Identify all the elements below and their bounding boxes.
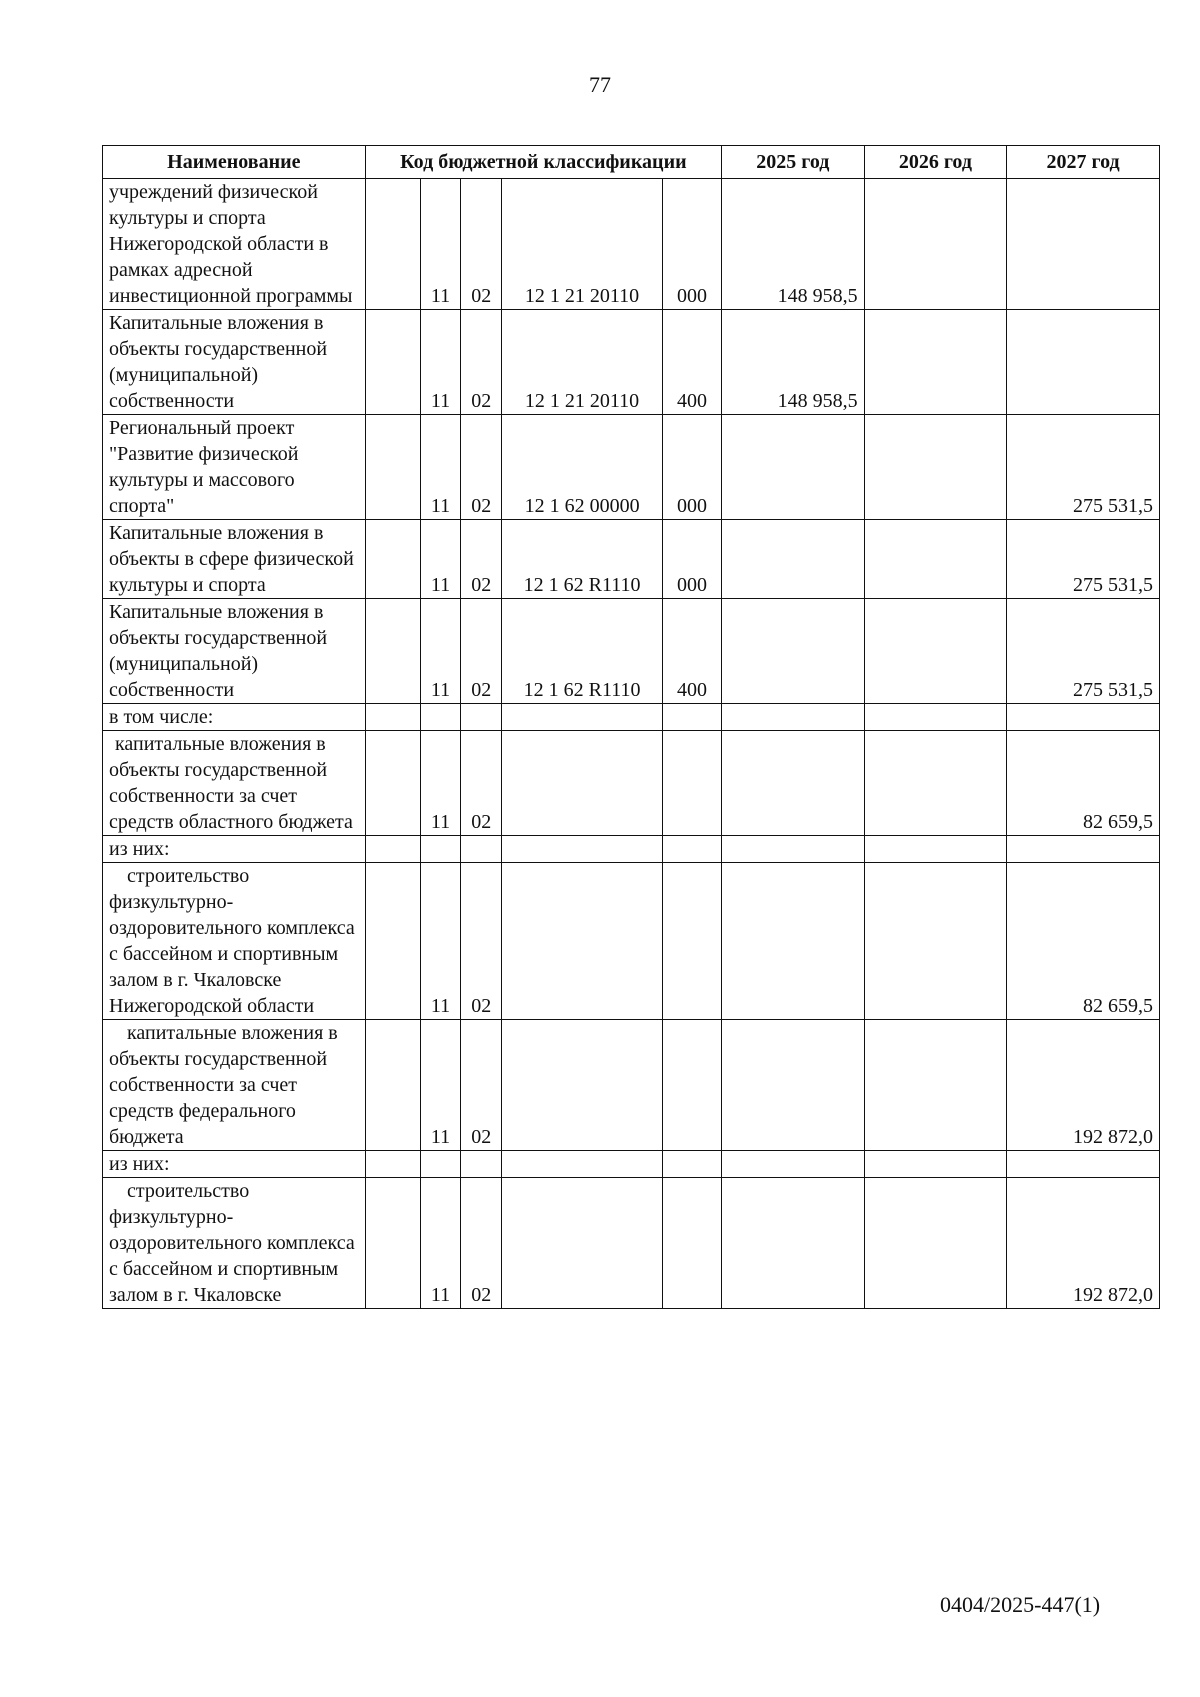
code-col-2: 11 [420, 599, 461, 704]
document-code: 0404/2025-447(1) [940, 1592, 1101, 1617]
amount-2026 [864, 599, 1007, 704]
code-col-5 [663, 1151, 722, 1178]
code-col-3: 02 [461, 179, 502, 310]
row-name: из них: [103, 836, 366, 863]
row-name: из них: [103, 1151, 366, 1178]
code-col-5: 400 [663, 310, 722, 415]
row-name: Капитальные вложения в объекты государственной (муниципальной) собственности [103, 599, 366, 704]
code-col-3: 02 [461, 310, 502, 415]
code-col-4 [502, 836, 663, 863]
header-2026: 2026 год [864, 146, 1007, 179]
row-name: в том числе: [103, 704, 366, 731]
code-col-2: 11 [420, 179, 461, 310]
code-col-1 [365, 415, 420, 520]
code-col-1 [365, 863, 420, 1020]
code-col-4: 12 1 62 00000 [502, 415, 663, 520]
code-col-4: 12 1 62 R1110 [502, 599, 663, 704]
table-row [103, 731, 1160, 836]
header-2025: 2025 год [722, 146, 865, 179]
amount-2025 [722, 520, 865, 599]
amount-2026 [864, 179, 1007, 310]
row-name: строительство физкультурно-оздоровительного комплекса с бассейном и спортивным залом в г. Чкаловске [103, 1178, 366, 1309]
code-col-1 [365, 599, 420, 704]
amount-2025 [722, 599, 865, 704]
code-col-5 [663, 863, 722, 1020]
table-row [103, 836, 1160, 863]
table-row [103, 1151, 1160, 1178]
table-row [103, 179, 1160, 310]
amount-2027 [1007, 836, 1160, 863]
code-col-4: 12 1 21 20110 [502, 179, 663, 310]
code-col-5 [663, 731, 722, 836]
amount-2026 [864, 1151, 1007, 1178]
code-col-1 [365, 704, 420, 731]
code-col-5 [663, 1020, 722, 1151]
code-col-2 [420, 704, 461, 731]
amount-2026 [864, 1178, 1007, 1309]
table-row [103, 415, 1160, 520]
header-2027: 2027 год [1007, 146, 1160, 179]
amount-2026 [864, 836, 1007, 863]
code-col-4 [502, 1151, 663, 1178]
amount-2027: 82 659,5 [1007, 863, 1160, 1020]
amount-2025: 148 958,5 [722, 179, 865, 310]
code-col-3: 02 [461, 1178, 502, 1309]
amount-2026 [864, 415, 1007, 520]
code-col-2: 11 [420, 520, 461, 599]
code-col-4 [502, 731, 663, 836]
code-col-4 [502, 863, 663, 1020]
table-row [103, 599, 1160, 704]
table-row [103, 1020, 1160, 1151]
row-name: Капитальные вложения в объекты государственной (муниципальной) собственности [103, 310, 366, 415]
amount-2027 [1007, 1151, 1160, 1178]
header-name: Наименование [103, 146, 366, 179]
code-col-2 [420, 1151, 461, 1178]
code-col-3: 02 [461, 415, 502, 520]
amount-2025 [722, 1178, 865, 1309]
amount-2025 [722, 863, 865, 1020]
code-col-3 [461, 836, 502, 863]
row-name: Региональный проект "Развитие физической культуры и массового спорта" [103, 415, 366, 520]
code-col-5: 000 [663, 520, 722, 599]
code-col-3: 02 [461, 863, 502, 1020]
code-col-5 [663, 704, 722, 731]
code-col-5: 400 [663, 599, 722, 704]
amount-2027: 275 531,5 [1007, 599, 1160, 704]
code-col-5: 000 [663, 415, 722, 520]
budget-table [102, 145, 1160, 1309]
amount-2027 [1007, 310, 1160, 415]
amount-2025 [722, 1151, 865, 1178]
amount-2027 [1007, 704, 1160, 731]
amount-2027: 82 659,5 [1007, 731, 1160, 836]
amount-2027: 192 872,0 [1007, 1178, 1160, 1309]
code-col-4: 12 1 21 20110 [502, 310, 663, 415]
code-col-3: 02 [461, 599, 502, 704]
code-col-2: 11 [420, 1020, 461, 1151]
amount-2026 [864, 731, 1007, 836]
amount-2026 [864, 863, 1007, 1020]
code-col-3: 02 [461, 1020, 502, 1151]
code-col-2: 11 [420, 731, 461, 836]
code-col-4: 12 1 62 R1110 [502, 520, 663, 599]
amount-2026 [864, 310, 1007, 415]
page-number: 77 [589, 72, 611, 97]
code-col-1 [365, 310, 420, 415]
table-row [103, 310, 1160, 415]
amount-2026 [864, 520, 1007, 599]
table-row [103, 863, 1160, 1020]
code-col-4 [502, 1020, 663, 1151]
code-col-1 [365, 836, 420, 863]
code-col-5: 000 [663, 179, 722, 310]
code-col-2: 11 [420, 415, 461, 520]
table-row [103, 1178, 1160, 1309]
code-col-2: 11 [420, 1178, 461, 1309]
amount-2027 [1007, 179, 1160, 310]
row-name: капитальные вложения в объекты государственной собственности за счет средств областного бюджета [103, 731, 366, 836]
code-col-1 [365, 1151, 420, 1178]
amount-2027: 275 531,5 [1007, 415, 1160, 520]
code-col-2 [420, 836, 461, 863]
code-col-1 [365, 520, 420, 599]
code-col-4 [502, 1178, 663, 1309]
row-name: учреждений физической культуры и спорта Нижегородской области в рамках адресной инвестиционной программы [103, 179, 366, 310]
row-name: Капитальные вложения в объекты в сфере физической культуры и спорта [103, 520, 366, 599]
code-col-3 [461, 1151, 502, 1178]
code-col-2: 11 [420, 863, 461, 1020]
code-col-1 [365, 179, 420, 310]
amount-2025 [722, 415, 865, 520]
amount-2026 [864, 1020, 1007, 1151]
table-row [103, 704, 1160, 731]
code-col-3: 02 [461, 520, 502, 599]
code-col-5 [663, 1178, 722, 1309]
code-col-1 [365, 731, 420, 836]
amount-2025: 148 958,5 [722, 310, 865, 415]
code-col-2: 11 [420, 310, 461, 415]
code-col-1 [365, 1178, 420, 1309]
code-col-1 [365, 1020, 420, 1151]
amount-2025 [722, 1020, 865, 1151]
amount-2025 [722, 704, 865, 731]
code-col-3: 02 [461, 731, 502, 836]
code-col-5 [663, 836, 722, 863]
amount-2027: 192 872,0 [1007, 1020, 1160, 1151]
table-header-row [103, 146, 1160, 179]
code-col-3 [461, 704, 502, 731]
amount-2025 [722, 836, 865, 863]
amount-2026 [864, 704, 1007, 731]
amount-2027: 275 531,5 [1007, 520, 1160, 599]
amount-2025 [722, 731, 865, 836]
row-name: строительство физкультурно-оздоровительного комплекса с бассейном и спортивным залом в г. Чкаловске Нижегородской области [103, 863, 366, 1020]
code-col-4 [502, 704, 663, 731]
table-row [103, 520, 1160, 599]
header-code: Код бюджетной классификации [365, 146, 721, 179]
row-name: капитальные вложения в объекты государственной собственности за счет средств федерального бюджета [103, 1020, 366, 1151]
